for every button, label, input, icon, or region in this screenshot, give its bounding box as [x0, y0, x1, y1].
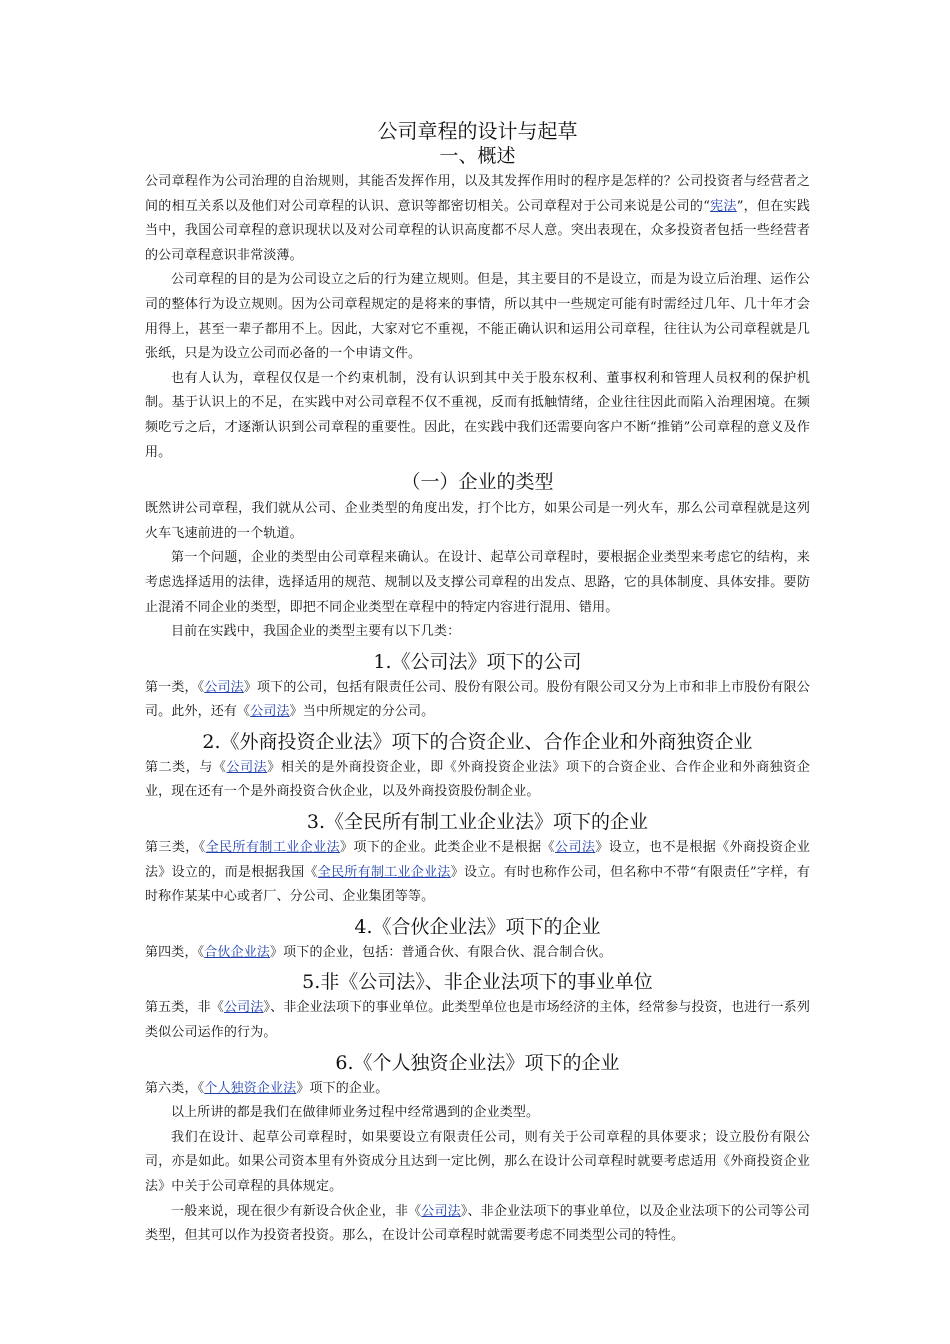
type-paragraph-2	[145, 756, 810, 805]
section-heading-enterprise-types: （一）企业的类型	[401, 471, 554, 494]
closing-paragraph-2: 我们在设计、起草公司章程时，如果要设立有限责任公司，则有关于公司章程的具体要求；设立股份有限公司，亦是如此。如果公司资本里有外资成分且达到一定比例，那么在设计公司章程时就要考虑适用《外商投资企业法》中关于公司章程的具体规定。	[145, 1129, 810, 1194]
text: 》项下的企业，包括：普通合伙、有限合伙、混合制合伙。	[270, 944, 612, 960]
link-partnership-law[interactable]: 合伙企业法	[204, 944, 271, 960]
overview-paragraph-2: 公司章程的目的是为公司设立之后的行为建立规则。但是，其主要目的不是设立，而是为设立后治理、运作公司的整体行为设立规则。因为公司章程规定的是将来的事情，所以其中一些规定可能有时需经过几年、几十年才会用得上，甚至一辈子都用不上。因此，大家对它不重视，不能正确认识和运用公司章程，往往认为公司章程就是几张纸，只是为设立公司而必备的一个申请文件。	[145, 272, 810, 362]
text: 》当中所规定的分公司。	[289, 704, 435, 720]
link-company-law[interactable]: 公司法	[250, 704, 290, 720]
types-paragraph-1: 既然讲公司章程，我们就从公司、企业类型的角度出发，打个比方，如果公司是一列火车，那么公司章程就是这列火车飞速前进的一个轨道。	[145, 501, 810, 541]
text: 第三类，《	[145, 840, 206, 856]
text: 第五类，非《	[145, 1000, 224, 1016]
text: 第二类，与《	[145, 759, 227, 775]
type-heading-1: 1.《公司法》项下的公司	[373, 650, 582, 673]
text: 第四类，《	[145, 944, 205, 960]
type-heading-2: 2.《外商投资企业法》项下的合资企业、合作企业和外商独资企业	[202, 730, 753, 753]
type-paragraph-3	[145, 836, 810, 910]
text: 公司章程作为公司治理的自治规则，其能否发挥作用，以及其发挥作用时的程序是怎样的？公司投资者与经营者之间的相互关系以及他们对公司章程的认识、意识等都密切相关。公司章程对于公司来说是公司的“	[145, 174, 810, 214]
link-sole-proprietorship-law[interactable]: 个人独资企业法	[204, 1080, 297, 1096]
link-company-law[interactable]: 公司法	[555, 840, 596, 856]
section-heading-overview: 一、概述	[439, 145, 516, 167]
text: 》项下的公司，包括有限责任公司、股份有限公司。股份有限公司又分为上市和非上市股份有限公司。此外，还有《	[145, 679, 810, 720]
types-paragraph-3: 目前在实践中，我国企业的类型主要有以下几类：	[171, 624, 461, 640]
text: 第一类，《	[145, 679, 205, 695]
text: 》设立，也不是根据《外商投资企业法》设立的，而是根据我国《	[145, 840, 811, 880]
text: 》、非企业法项下的事业单位，以及企业法项下的公司等公司类型，但其可以作为投资者投资。那么，在设计公司章程时就需要考虑不同类型公司的特性。	[145, 1203, 810, 1244]
text: 》项下的企业。此类企业不是根据《	[340, 840, 556, 856]
type-paragraph-5	[145, 996, 810, 1045]
text: 》、非企业法项下的事业单位。此类型单位也是市场经济的主体，经常参与投资，也进行一系列类似公司运作的行为。	[145, 1000, 810, 1041]
overview-paragraph-1	[145, 170, 810, 268]
text: 》项下的企业。	[296, 1080, 389, 1096]
closing-paragraph-3	[145, 1200, 810, 1249]
link-company-law[interactable]: 公司法	[421, 1203, 461, 1219]
document-title: 公司章程的设计与起草	[377, 119, 578, 143]
text: 》相关的是外商投资企业，即《外商投资企业法》项下的合资企业、合作企业和外商独资企业，现在还有一个是外商投资合伙企业，以及外商投资股份制企业。	[145, 759, 810, 800]
text: 第六类，《	[145, 1080, 205, 1096]
link-company-law[interactable]: 公司法	[224, 1000, 264, 1016]
text: ”，但在实践当中，我国公司章程的意识现状以及对公司章程的认识高度都不尽人意。突出表现在，众多投资者包括一些经营者的公司章程意识非常淡薄。	[145, 198, 810, 263]
text: 》设立。有时也称作公司，但名称中不带“有限责任”字样，有时称作某某中心或者厂、分公司、企业集团等等。	[145, 864, 810, 905]
type-paragraph-6	[145, 1077, 810, 1102]
type-heading-3: 3.《全民所有制工业企业法》项下的企业	[306, 811, 649, 834]
link-state-owned-enterprise-law[interactable]: 全民所有制工业企业法	[317, 864, 451, 880]
link-state-owned-enterprise-law[interactable]: 全民所有制工业企业法	[205, 840, 341, 856]
text: 一般来说，现在很少有新设合伙企业，非《	[171, 1203, 422, 1219]
type-paragraph-1	[145, 676, 810, 725]
types-paragraph-2: 第一个问题，企业的类型由公司章程来确认。在设计、起草公司章程时，要根据企业类型来考虑它的结构，来考虑选择适用的法律，选择适用的规范、规制以及支撑公司章程的出发点、思路，它的具体制度、具体安排。要防止混淆不同企业的类型，即把不同企业类型在章程中的特定内容进行混用、错用。	[145, 550, 810, 615]
link-company-law[interactable]: 公司法	[204, 679, 244, 695]
type-heading-5: 5.非《公司法》、非企业法项下的事业单位	[302, 971, 653, 994]
link-constitution[interactable]: 宪法	[710, 198, 737, 214]
overview-paragraph-3: 也有人认为，章程仅仅是一个约束机制，没有认识到其中关于股东权利、董事权利和管理人员权利的保护机制。基于认识上的不足，在实践中对公司章程不仅不重视，反而有抵触情绪，企业往往因此而陷入治理困境。在频频吃亏之后，才逐渐认识到公司章程的重要性。因此，在实践中我们还需要向客户不断“推销”公司章程的意义及作用。	[145, 370, 810, 460]
type-heading-4: 4.《合伙企业法》项下的企业	[354, 915, 601, 938]
type-paragraph-4	[145, 941, 810, 966]
type-heading-6: 6.《个人独资企业法》项下的企业	[335, 1051, 620, 1074]
link-company-law[interactable]: 公司法	[226, 759, 268, 775]
closing-paragraph-1: 以上所讲的都是我们在做律师业务过程中经常遇到的企业类型。	[171, 1105, 540, 1121]
